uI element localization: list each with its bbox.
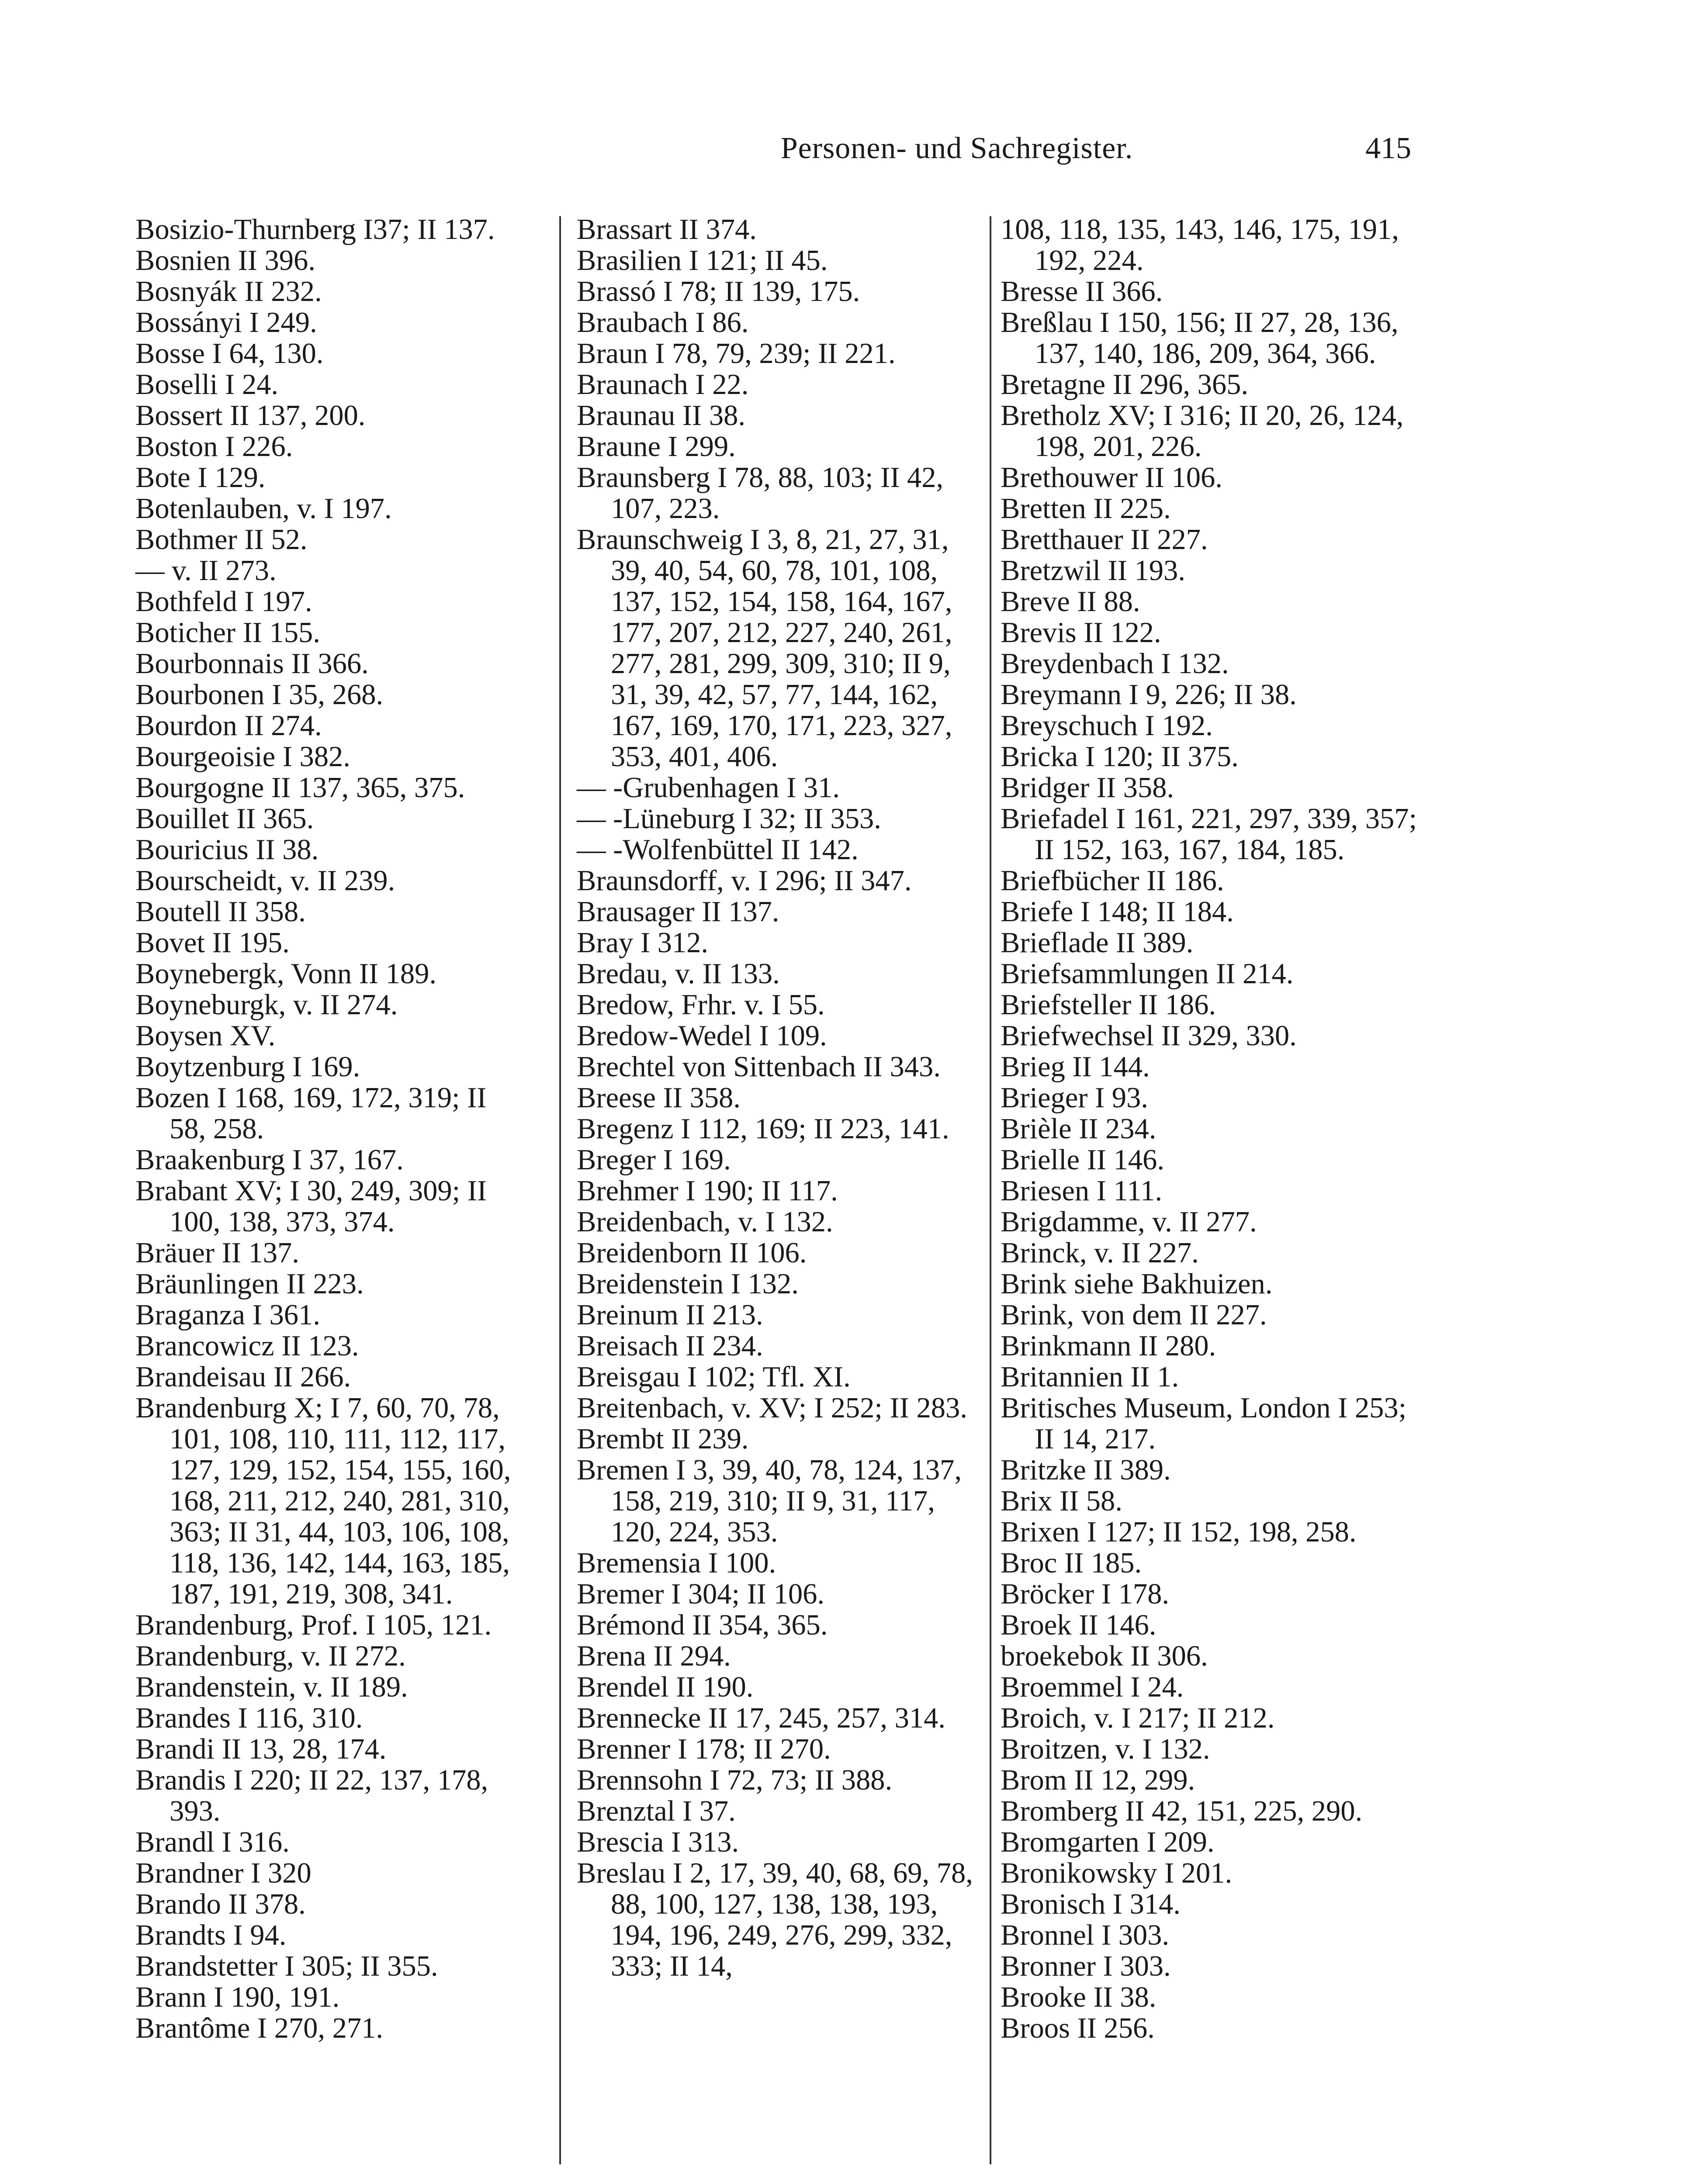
- index-entry: — -Wolfenbüttel II 142.: [577, 834, 859, 866]
- index-entry: Brieg II 144.: [1001, 1051, 1150, 1083]
- index-entry: Boynebergk, Vonn II 189.: [135, 958, 436, 990]
- index-entry: Brann I 190, 191.: [135, 1981, 340, 2013]
- index-entry: Brennsohn I 72, 73; II 388.: [577, 1764, 893, 1796]
- index-entry: Brenztal I 37.: [577, 1795, 736, 1827]
- index-entry: Brechtel von Sittenbach II 343.: [577, 1051, 941, 1083]
- index-entry: Brinkmann II 280.: [1001, 1330, 1216, 1362]
- index-entry: Bretzwil II 193.: [1001, 555, 1185, 587]
- index-entry: Bourgeoisie I 382.: [135, 741, 350, 773]
- index-entry: Breisach II 234.: [577, 1330, 763, 1362]
- index-entry: Broos II 256.: [1001, 2012, 1155, 2044]
- index-entry: Brinck, v. II 227.: [1001, 1237, 1199, 1269]
- index-column-1: [135, 214, 520, 2044]
- column-divider: [990, 216, 991, 2164]
- page-header-title: Personen- und Sachregister.: [780, 131, 1133, 165]
- index-entry: Bredow-Wedel I 109.: [577, 1020, 827, 1052]
- index-entry: Brandenburg, v. II 272.: [135, 1640, 406, 1672]
- index-entry: Bothfeld I 197.: [135, 586, 312, 618]
- index-entry: Bricka I 120; II 375.: [1001, 741, 1239, 773]
- index-entry: Boselli I 24.: [135, 369, 278, 401]
- index-entry: Braune I 299.: [577, 431, 736, 463]
- index-entry: Bosnien II 396.: [135, 245, 315, 276]
- index-entry: Boutell II 358.: [135, 896, 306, 928]
- index-entry: Brièle II 234.: [1001, 1113, 1157, 1145]
- index-entry: Broitzen, v. I 132.: [1001, 1733, 1210, 1765]
- index-entry: Bote I 129.: [135, 462, 266, 494]
- index-entry: — v. II 273.: [135, 555, 277, 587]
- index-entry: 108, 118, 135, 143, 146, 175, 191, 192, 224.: [1001, 214, 1399, 276]
- index-entry: Bresse II 366.: [1001, 276, 1163, 308]
- index-entry: Breger I 169.: [577, 1144, 731, 1176]
- index-entry: Bremensia I 100.: [577, 1547, 776, 1579]
- index-entry: Bronnel I 303.: [1001, 1919, 1170, 1951]
- index-entry: Brink, von dem II 227.: [1001, 1299, 1267, 1331]
- index-entry: Bredau, v. II 133.: [577, 958, 780, 990]
- index-entry: Braakenburg I 37, 167.: [135, 1144, 404, 1176]
- index-entry: Brausager II 137.: [577, 896, 779, 928]
- index-entry: Braunsberg I 78, 88, 103; II 42, 107, 223.: [577, 462, 944, 525]
- index-entry: Brena II 294.: [577, 1640, 731, 1672]
- index-entry: Breidenbach, v. I 132.: [577, 1206, 833, 1238]
- index-entry: Bräunlingen II 223.: [135, 1268, 364, 1300]
- page-number: 415: [1365, 131, 1411, 165]
- index-entry: Bouillet II 365.: [135, 803, 314, 835]
- index-entry: Brennecke II 17, 245, 257, 314.: [577, 1702, 945, 1734]
- index-entry: Bredow, Frhr. v. I 55.: [577, 989, 825, 1021]
- index-entry: Braunach I 22.: [577, 369, 749, 401]
- index-entry: Bremen I 3, 39, 40, 78, 124, 137, 158, 219, 310; II 9, 31, 117, 120, 224, 353.: [577, 1454, 962, 1548]
- index-entry: Briefe I 148; II 184.: [1001, 896, 1234, 928]
- index-entry: Breisgau I 102; Tfl. XI.: [577, 1361, 851, 1393]
- index-entry: Boyneburgk, v. II 274.: [135, 989, 398, 1021]
- index-entry: Bronisch I 314.: [1001, 1888, 1181, 1920]
- index-entry: Bovet II 195.: [135, 927, 290, 959]
- index-entry: Bremer I 304; II 106.: [577, 1578, 824, 1610]
- index-entry: Bosnyák II 232.: [135, 276, 322, 308]
- index-entry: Brassart II 374.: [577, 214, 757, 245]
- index-entry: Brémond II 354, 365.: [577, 1609, 828, 1641]
- index-entry: Bozen I 168, 169, 172, 319; II 58, 258.: [135, 1082, 487, 1145]
- index-entry: Braubach I 86.: [577, 307, 749, 339]
- index-entry: Bosse I 64, 130.: [135, 338, 324, 370]
- index-entry: — -Lüneburg I 32; II 353.: [577, 803, 881, 835]
- index-entry: Bronikowsky I 201.: [1001, 1857, 1233, 1889]
- index-entry: Broich, v. I 217; II 212.: [1001, 1702, 1275, 1734]
- index-entry: Brehmer I 190; II 117.: [577, 1175, 838, 1207]
- index-entry: Brandeisau II 266.: [135, 1361, 351, 1393]
- index-entry: Bourscheidt, v. II 239.: [135, 865, 395, 897]
- index-entry: Bourbonnais II 366.: [135, 648, 369, 680]
- index-entry: Bourgogne II 137, 365, 375.: [135, 772, 465, 804]
- index-entry: Brantôme I 270, 271.: [135, 2012, 384, 2044]
- index-entry: Briefsammlungen II 214.: [1001, 958, 1294, 990]
- index-entry: Brembt II 239.: [577, 1423, 749, 1455]
- index-entry: Bouricius II 38.: [135, 834, 319, 866]
- index-entry: — -Grubenhagen I 31.: [577, 772, 840, 804]
- index-entry: Britzke II 389.: [1001, 1454, 1171, 1486]
- index-entry: Brandner I 320: [135, 1857, 312, 1889]
- index-entry: Bräuer II 137.: [135, 1237, 299, 1269]
- index-entry: Briesen I 111.: [1001, 1175, 1162, 1207]
- index-entry: Bromgarten I 209.: [1001, 1826, 1215, 1858]
- index-entry: Bronner I 303.: [1001, 1950, 1171, 1982]
- index-entry: Brielle II 146.: [1001, 1144, 1164, 1176]
- index-entry: Brink siehe Bakhuizen.: [1001, 1268, 1273, 1300]
- index-entry: Brieflade II 389.: [1001, 927, 1194, 959]
- index-entry: Boysen XV.: [135, 1020, 276, 1052]
- column-divider: [559, 216, 561, 2164]
- index-entry: Bridger II 358.: [1001, 772, 1174, 804]
- index-entry: Bourdon II 274.: [135, 710, 322, 742]
- index-entry: Bosizio-Thurnberg I37; II 137.: [135, 214, 495, 245]
- index-entry: Bossányi I 249.: [135, 307, 317, 339]
- index-entry: Bourbonen I 35, 268.: [135, 679, 384, 711]
- index-entry: Bothmer II 52.: [135, 524, 308, 556]
- index-entry: Brieger I 93.: [1001, 1082, 1148, 1114]
- index-entry: Breymann I 9, 226; II 38.: [1001, 679, 1297, 711]
- index-column-3: [1001, 214, 1424, 2044]
- index-entry: Briefadel I 161, 221, 297, 339, 357; II 152, 163, 167, 184, 185.: [1001, 803, 1417, 866]
- index-entry: Braunsdorff, v. I 296; II 347.: [577, 865, 912, 897]
- index-entry: Brevis II 122.: [1001, 617, 1161, 649]
- index-entry: Brandenstein, v. II 189.: [135, 1671, 408, 1703]
- index-column-2: [577, 214, 979, 1982]
- index-entry: Breinum II 213.: [577, 1299, 763, 1331]
- index-entry: Briefbücher II 186.: [1001, 865, 1224, 897]
- index-entry: Brethouwer II 106.: [1001, 462, 1222, 494]
- index-entry: Bretthauer II 227.: [1001, 524, 1208, 556]
- index-entry: Boston I 226.: [135, 431, 293, 463]
- index-entry: Bröcker I 178.: [1001, 1578, 1169, 1610]
- index-entry: Brancowicz II 123.: [135, 1330, 359, 1362]
- index-entry: Briefwechsel II 329, 330.: [1001, 1020, 1297, 1052]
- index-entry: Bray I 312.: [577, 927, 709, 959]
- index-entry: Brescia I 313.: [577, 1826, 739, 1858]
- index-entry: Briefsteller II 186.: [1001, 989, 1216, 1021]
- index-entry: Brandi II 13, 28, 174.: [135, 1733, 387, 1765]
- index-entry: Bretten II 225.: [1001, 493, 1171, 525]
- index-entry: Brando II 378.: [135, 1888, 306, 1920]
- index-entry: Boticher II 155.: [135, 617, 320, 649]
- index-entry: Brom II 12, 299.: [1001, 1764, 1195, 1796]
- index-entry: Breese II 358.: [577, 1082, 741, 1114]
- index-entry: Braunschweig I 3, 8, 21, 27, 31, 39, 40, 54, 60, 78, 101, 108, 137, 152, 154, 158, 164, 167, 177, 207, 212, 227, 240, 261, 277, 281, 299, 309, 310; II 9, 31, 39, 42, 57, 77, 144, 162, 167, 169, 170, 171, 223, 327, 353, 401, 406.: [577, 524, 952, 773]
- index-entry: broekebok II 306.: [1001, 1640, 1208, 1672]
- index-entry: Brendel II 190.: [577, 1671, 754, 1703]
- index-entry: Brenner I 178; II 270.: [577, 1733, 831, 1765]
- index-entry: Brasilien I 121; II 45.: [577, 245, 828, 276]
- index-entry: Brabant XV; I 30, 249, 309; II 100, 138, 373, 374.: [135, 1175, 487, 1238]
- index-entry: Broek II 146.: [1001, 1609, 1157, 1641]
- index-entry: Brandl I 316.: [135, 1826, 290, 1858]
- index-entry: Braganza I 361.: [135, 1299, 320, 1331]
- index-entry: Breydenbach I 132.: [1001, 648, 1229, 680]
- index-entry: Bossert II 137, 200.: [135, 400, 366, 432]
- index-entry: Britannien II 1.: [1001, 1361, 1179, 1393]
- index-entry: Bromberg II 42, 151, 225, 290.: [1001, 1795, 1363, 1827]
- index-entry: Britisches Museum, London I 253; II 14, 217.: [1001, 1392, 1407, 1455]
- index-entry: Breidenstein I 132.: [577, 1268, 799, 1300]
- index-entry: Botenlauben, v. I 197.: [135, 493, 392, 525]
- index-entry: Brassó I 78; II 139, 175.: [577, 276, 860, 308]
- index-entry: Breslau I 2, 17, 39, 40, 68, 69, 78, 88, 100, 127, 138, 138, 193, 194, 196, 249, 276, 299, 332, 333; II 14,: [577, 1857, 973, 1982]
- index-entry: Broemmel I 24.: [1001, 1671, 1184, 1703]
- index-entry: Brandts I 94.: [135, 1919, 287, 1951]
- index-entry: Bregenz I 112, 169; II 223, 141.: [577, 1113, 949, 1145]
- index-entry: Bretholz XV; I 316; II 20, 26, 124, 198, 201, 226.: [1001, 400, 1404, 463]
- index-entry: Brixen I 127; II 152, 198, 258.: [1001, 1516, 1357, 1548]
- index-entry: Brandes I 116, 310.: [135, 1702, 363, 1734]
- index-entry: Breve II 88.: [1001, 586, 1140, 618]
- index-entry: Bretagne II 296, 365.: [1001, 369, 1248, 401]
- index-entry: Broc II 185.: [1001, 1547, 1142, 1579]
- index-entry: Breitenbach, v. XV; I 252; II 283.: [577, 1392, 967, 1424]
- index-entry: Brandis I 220; II 22, 137, 178, 393.: [135, 1764, 488, 1827]
- index-entry: Breßlau I 150, 156; II 27, 28, 136, 137, 140, 186, 209, 364, 366.: [1001, 307, 1399, 370]
- index-entry: Boytzenburg I 169.: [135, 1051, 360, 1083]
- index-entry: Brix II 58.: [1001, 1485, 1122, 1517]
- index-entry: Braun I 78, 79, 239; II 221.: [577, 338, 896, 370]
- index-entry: Breyschuch I 192.: [1001, 710, 1213, 742]
- index-entry: Braunau II 38.: [577, 400, 745, 432]
- index-entry: Brooke II 38.: [1001, 1981, 1157, 2013]
- index-entry: Brandenburg X; I 7, 60, 70, 78, 101, 108, 110, 111, 112, 117, 127, 129, 152, 154, 155, 160, 168, 211, 212, 240, 281, 310, 363; II 31, 44, 103, 106, 108, 118, 136, 142, 144, 163, 185, 187, 191, 219, 308, 341.: [135, 1392, 511, 1610]
- index-entry: Brandenburg, Prof. I 105, 121.: [135, 1609, 492, 1641]
- index-entry: Brandstetter I 305; II 355.: [135, 1950, 438, 1982]
- index-entry: Breidenborn II 106.: [577, 1237, 807, 1269]
- index-entry: Brigdamme, v. II 277.: [1001, 1206, 1257, 1238]
